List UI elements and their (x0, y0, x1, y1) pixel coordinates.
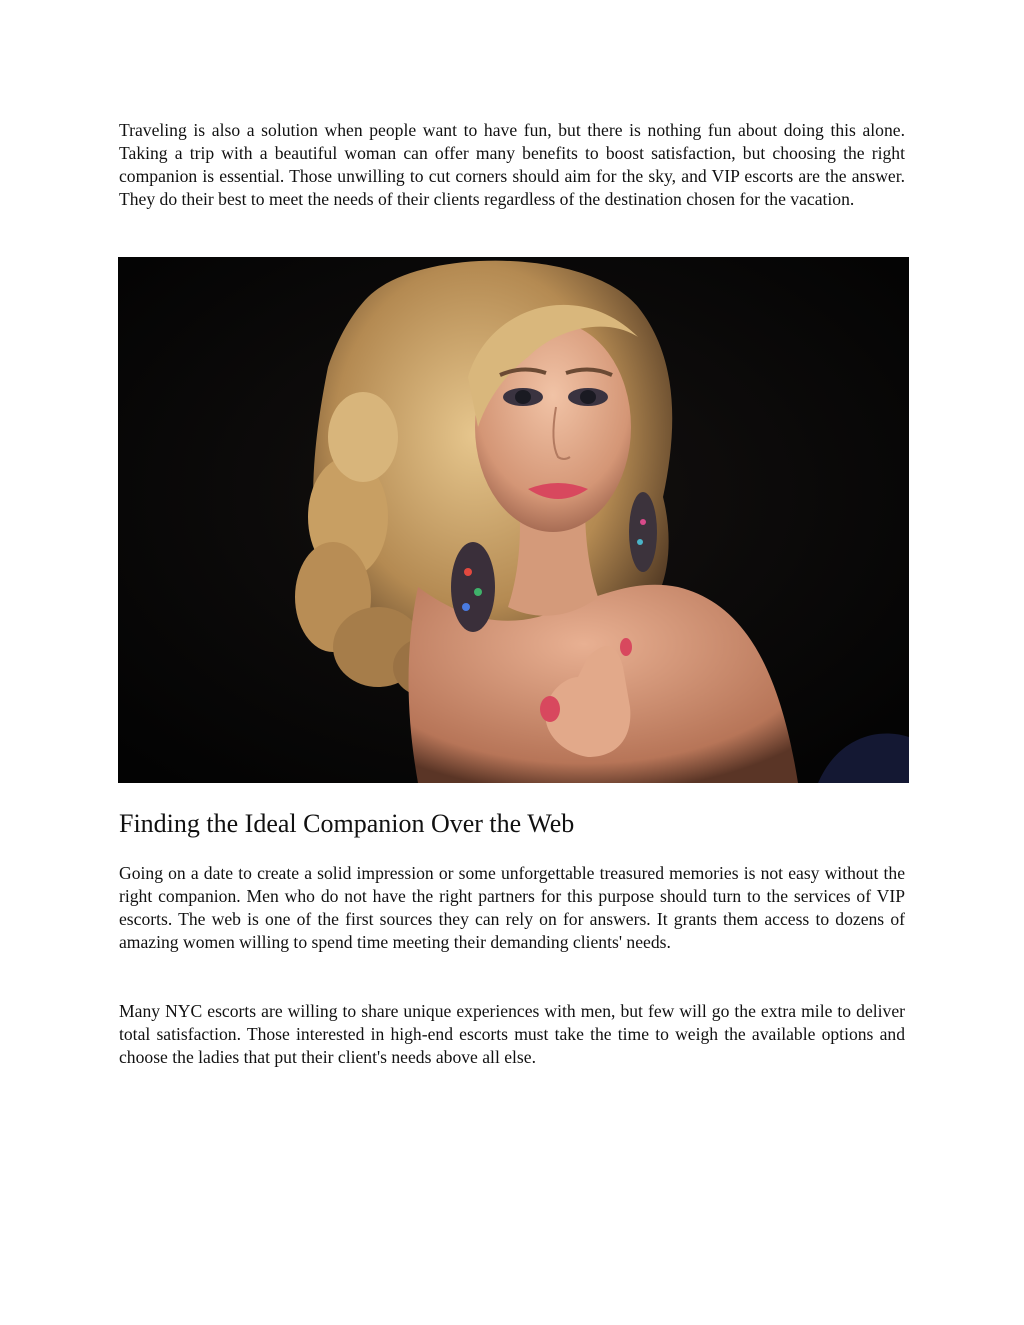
body-paragraph-2: Many NYC escorts are willing to share unique experiences with men, but few will go the extra mile to deliver total satisfaction. Those interested in high-end escorts must take the time to weigh the available options and choose the ladies that put their client's needs above all else. (119, 1001, 905, 1067)
body-paragraph-1: Going on a date to create a solid impression or some unforgettable treasured memories is not easy without the right companion. Men who do not have the right partners for this purpose should turn to the services of VIP escorts. The web is one of the first sources they can rely on for answers. It grants them access to dozens of amazing women willing to spend time meeting their demanding clients' needs. (119, 863, 905, 952)
portrait-photo (118, 257, 909, 783)
section-heading: Finding the Ideal Companion Over the Web (119, 809, 575, 838)
intro-paragraph: Traveling is also a solution when people want to have fun, but there is nothing fun about doing this alone. Taking a trip with a beautiful woman can offer many benefits to boost satisfaction, but choosing the right companion is essential. Those unwilling to cut corners should aim for the sky, and VIP escorts are the answer. They do their best to meet the needs of their clients regardless of the destination chosen for the vacation. (119, 120, 905, 209)
portrait-illustration (118, 257, 909, 783)
